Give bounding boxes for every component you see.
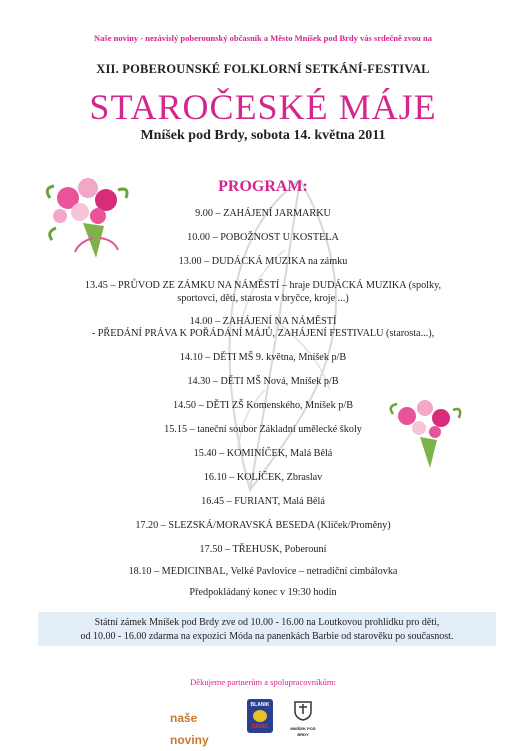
- program-item: 14.30 – DĚTI MŠ Nová, Mníšek p/B: [187, 376, 339, 387]
- program-item: 13.45 – PRŮVOD ZE ZÁMKU NA NÁMĚSTÍ – hraje DUDÁCKÁ MUZIKA (spolky,: [84, 280, 442, 291]
- program-item: 15.15 – taneční soubor Základní umělecké školy: [164, 424, 362, 435]
- program-item: 18.10 – MEDICINBAL, Velké Pavlovice – netradiční cimbálovka: [128, 566, 398, 577]
- program-item: 16.10 – KOLÍČEK, Zbraslav: [203, 472, 323, 483]
- town-crest-icon: [292, 699, 314, 721]
- castle-info-line: Státní zámek Mníšek pod Brdy zve od 10.00 - 16.00 na Loutkovou prohlídku pro děti,: [94, 617, 440, 628]
- castle-info-box: [38, 612, 496, 646]
- festival-subtitle: XII. POBEROUNSKÉ FOLKLORNÍ SETKÁNÍ-FESTIVAL: [96, 62, 430, 76]
- program-item: 17.50 – TŘEHUSK, Poberouní: [199, 544, 327, 555]
- partner-logos: [0, 697, 526, 747]
- program-item: 15.40 – KOMINÍČEK, Malá Bělá: [193, 448, 333, 459]
- program-item: 14.10 – DĚTI MŠ 9. května, Mníšek p/B: [179, 352, 347, 363]
- date-location: Mníšek pod Brdy, sobota 14. května 2011: [140, 128, 386, 143]
- expected-end: Předpokládaný konec v 19:30 hodin: [189, 587, 337, 598]
- program-item: 14.00 – ZAHÁJENÍ NA NÁMĚSTÍ: [189, 316, 337, 327]
- program-item: 9.00 – ZAHÁJENÍ JARMARKU: [195, 208, 331, 219]
- program-item: - PŘEDÁNÍ PRÁVA K POŘÁDÁNÍ MÁJŮ, ZAHÁJENÍ FESTIVALU (starosta...),: [91, 328, 435, 339]
- poster-title: STAROČESKÉ MÁJE: [89, 87, 437, 127]
- program-item: 14.50 – DĚTI ZŠ Komenského, Mníšek p/B: [173, 400, 353, 411]
- program-item: 17.20 – SLEZSKÁ/MORAVSKÁ BESEDA (Klíček/Proměny): [135, 520, 391, 531]
- castle-info-line: od 10.00 - 16.00 zdarma na expozici Móda na panenkách Barbie od starověku po současnost.: [80, 631, 454, 642]
- town-logo: MNÍŠEK POD BRDY: [286, 699, 320, 735]
- partners-thanks: Děkujeme partnerům a spolupracovníkům:: [190, 677, 336, 687]
- program-item: 16.45 – FURIANT, Malá Bělá: [201, 496, 325, 507]
- intro-text: Naše noviny - nezávislý poberounský občasník a Město Mníšek pod Brdy vás srdečně zvou na: [94, 33, 432, 43]
- nase-noviny-logo: naše noviny: [170, 711, 209, 747]
- program-heading: PROGRAM:: [218, 178, 308, 195]
- program-item: 10.00 – POBOŽNOST U KOSTELA: [187, 232, 339, 243]
- program-item: sportovci, děti, starosta v bryčce, kroje ...): [177, 293, 349, 304]
- blanik-radio-logo: BLANIK RÁDIO: [247, 699, 273, 733]
- program-item: 13.00 – DUDÁCKÁ MUZIKA na zámku: [178, 256, 348, 267]
